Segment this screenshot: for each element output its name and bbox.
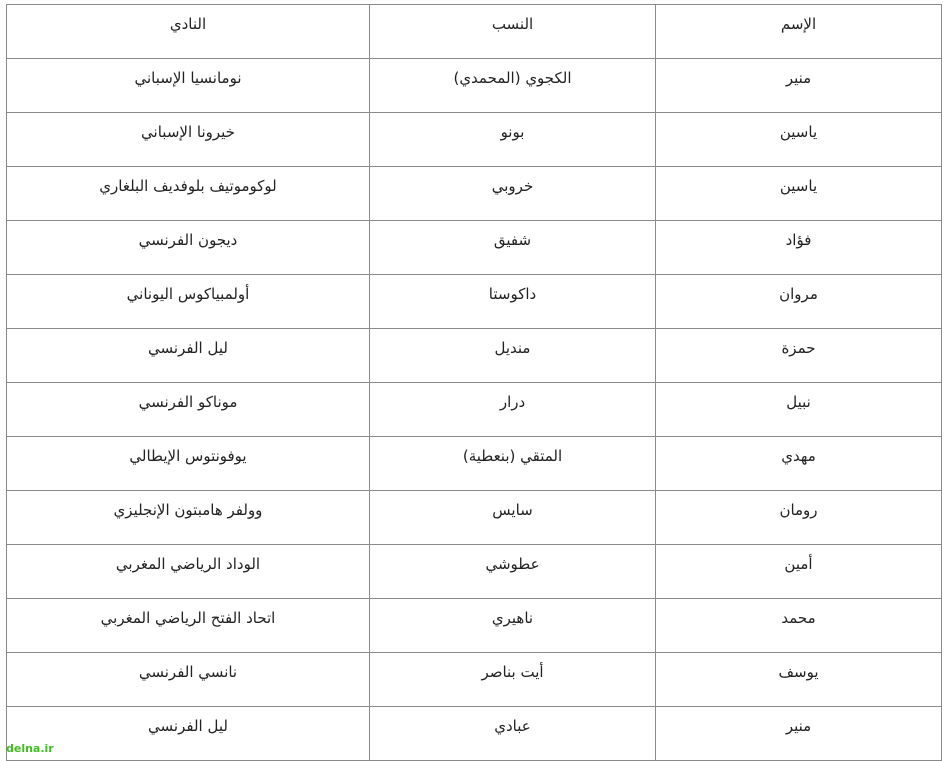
cell-name: ياسين [656, 167, 942, 221]
cell-name: منير [656, 59, 942, 113]
cell-club: يوفونتوس الإيطالي [7, 437, 370, 491]
cell-surname: أيت بناصر [370, 653, 656, 707]
cell-name: أمين [656, 545, 942, 599]
cell-name: حمزة [656, 329, 942, 383]
table-row [7, 653, 942, 707]
cell-club: أولمبياكوس اليوناني [7, 275, 370, 329]
cell-club: نومانسيا الإسباني [7, 59, 370, 113]
cell-surname: خروبي [370, 167, 656, 221]
site-watermark: delna.ir [6, 742, 54, 755]
cell-name: ياسين [656, 113, 942, 167]
cell-surname: الكجوي (المحمدي) [370, 59, 656, 113]
cell-surname: ناهيري [370, 599, 656, 653]
cell-club: ليل الفرنسي [7, 329, 370, 383]
cell-name: فؤاد [656, 221, 942, 275]
players-table [6, 4, 942, 761]
table-row [7, 383, 942, 437]
table-row [7, 221, 942, 275]
cell-club: وولفر هامبتون الإنجليزي [7, 491, 370, 545]
cell-surname: بونو [370, 113, 656, 167]
cell-club: نانسي الفرنسي [7, 653, 370, 707]
table-row [7, 491, 942, 545]
table-row [7, 167, 942, 221]
table-header-row [7, 5, 942, 59]
table-row [7, 113, 942, 167]
cell-name: محمد [656, 599, 942, 653]
cell-surname: عطوشي [370, 545, 656, 599]
cell-club: ليل الفرنسي [7, 707, 370, 761]
table-row [7, 59, 942, 113]
table-row [7, 329, 942, 383]
cell-club: الوداد الرياضي المغربي [7, 545, 370, 599]
cell-club: ديجون الفرنسي [7, 221, 370, 275]
header-name: الإسم [656, 5, 942, 59]
cell-surname: عبادي [370, 707, 656, 761]
cell-surname: سايس [370, 491, 656, 545]
cell-surname: درار [370, 383, 656, 437]
table-row [7, 707, 942, 761]
table-row [7, 275, 942, 329]
cell-name: رومان [656, 491, 942, 545]
players-table-container [6, 4, 941, 761]
table-row [7, 599, 942, 653]
cell-club: موناكو الفرنسي [7, 383, 370, 437]
cell-club: اتحاد الفتح الرياضي المغربي [7, 599, 370, 653]
cell-club: خيرونا الإسباني [7, 113, 370, 167]
table-row [7, 437, 942, 491]
cell-name: يوسف [656, 653, 942, 707]
cell-surname: داكوستا [370, 275, 656, 329]
table-body [7, 59, 942, 761]
cell-name: منير [656, 707, 942, 761]
cell-surname: شفيق [370, 221, 656, 275]
header-surname: النسب [370, 5, 656, 59]
cell-name: نبيل [656, 383, 942, 437]
cell-surname: منديل [370, 329, 656, 383]
cell-club: لوكوموتيف بلوفديف البلغاري [7, 167, 370, 221]
cell-surname: المتقي (بنعطية) [370, 437, 656, 491]
table-row [7, 545, 942, 599]
cell-name: مهدي [656, 437, 942, 491]
cell-name: مروان [656, 275, 942, 329]
header-club: النادي [7, 5, 370, 59]
